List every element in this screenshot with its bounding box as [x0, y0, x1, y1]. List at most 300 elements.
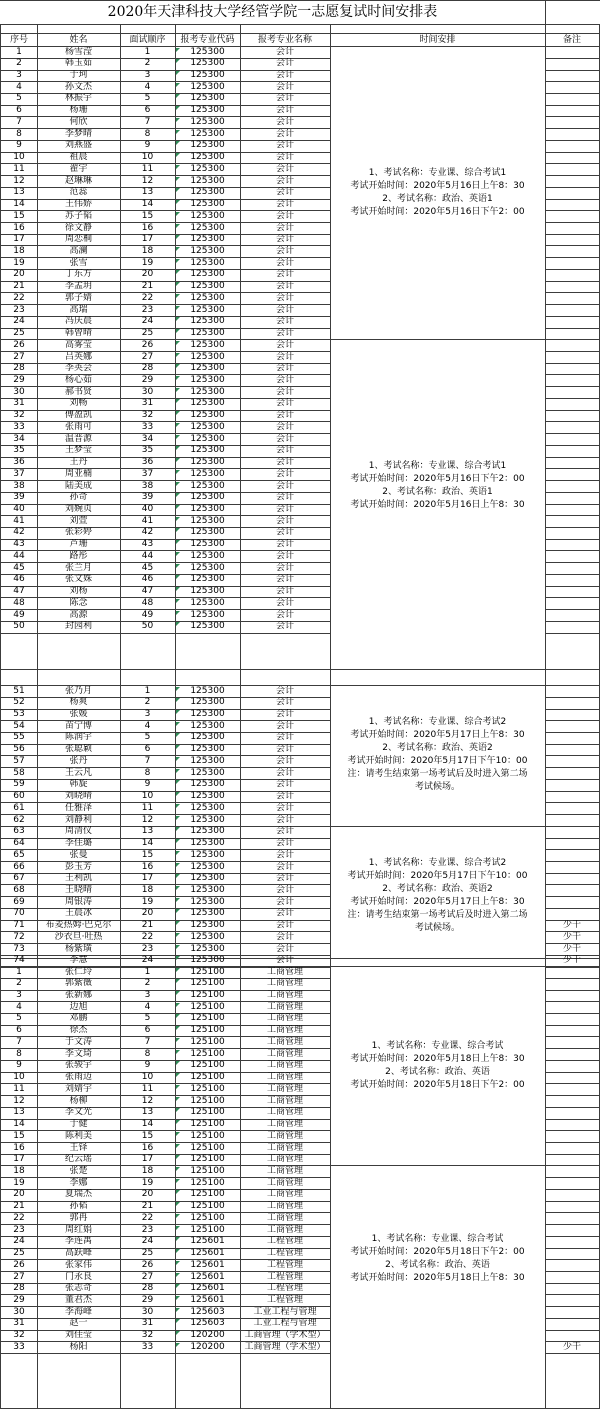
- row-name: 孙韬: [69, 1201, 88, 1212]
- row-major: 会计: [275, 210, 294, 221]
- schedule-line: 注：请考生结束第一场考试后及时进入第二场: [347, 910, 528, 921]
- schedule-line: 1、考试名称：专业课、综合考试1: [368, 167, 507, 178]
- row-note: [545, 1084, 599, 1095]
- row-name: 布麦热姆·巴克尔: [45, 920, 112, 931]
- row-major: 会计: [275, 339, 294, 350]
- row-note: [545, 967, 599, 978]
- header-seq: 序号: [9, 35, 28, 45]
- row-name: 李梦晴: [64, 128, 92, 139]
- row-code: 125300: [175, 70, 240, 81]
- row-order: 6: [144, 105, 151, 116]
- row-note: [545, 410, 599, 421]
- schedule-line: 考试开始时间：2020年5月17日下午10：00: [347, 871, 528, 882]
- row-major: 会计: [275, 187, 294, 198]
- row-major: 会计: [275, 873, 294, 884]
- row-major: 工商管理: [266, 1212, 303, 1223]
- row-name: 张曼: [69, 849, 88, 860]
- row-code: 125300: [175, 117, 240, 128]
- header-order: 面试顺序: [129, 35, 166, 45]
- schedule-line: 考试候场。: [414, 782, 460, 793]
- row-code: 125300: [175, 932, 240, 943]
- row-name: 张仁玲: [64, 966, 92, 977]
- row-order: 30: [141, 1306, 154, 1317]
- row-major: 工商管理: [266, 1154, 303, 1165]
- row-major: 工商管理: [266, 1036, 303, 1047]
- row-name: 张新娜: [64, 990, 92, 1000]
- row-seq: 29: [13, 374, 25, 385]
- row-note: [545, 434, 599, 445]
- row-order: 8: [144, 128, 151, 139]
- row-order: 18: [141, 1165, 154, 1176]
- row-code: 125100: [175, 1189, 240, 1200]
- row-major: 工商管理: [266, 1165, 303, 1176]
- schedule-line: 2、考试名称：政治、英语1: [382, 193, 493, 204]
- row-order: 12: [141, 814, 154, 825]
- row-note: [545, 305, 599, 316]
- row-seq: 61: [13, 802, 25, 813]
- row-code: 125300: [175, 340, 240, 351]
- row-order: 4: [144, 81, 151, 92]
- header-code: 报考专业代码: [180, 35, 235, 45]
- row-major: 会计: [275, 791, 294, 802]
- row-name: 杨爽: [69, 697, 88, 708]
- row-name: 刘静利: [64, 814, 92, 825]
- schedule-block: [331, 1165, 544, 1353]
- row-seq: 12: [13, 1095, 25, 1106]
- row-name: 赵琳琳: [64, 175, 92, 186]
- row-name: 周红娟: [64, 1224, 92, 1235]
- row-code: 125100: [175, 1002, 240, 1013]
- row-note: [545, 1189, 599, 1200]
- row-seq: 27: [13, 351, 25, 362]
- row-order: 28: [141, 1283, 154, 1294]
- row-seq: 37: [13, 468, 25, 479]
- row-code: 125601: [175, 1295, 240, 1306]
- row-major: 会计: [275, 504, 294, 514]
- row-code: 125100: [175, 1107, 240, 1118]
- row-major: 会计: [275, 931, 294, 942]
- header-name: 姓名: [69, 35, 88, 45]
- row-name: 任雅泽: [64, 802, 92, 813]
- row-seq: 60: [13, 791, 25, 802]
- row-major: 会计: [275, 140, 294, 151]
- row-order: 11: [141, 1083, 154, 1094]
- row-seq: 69: [13, 896, 25, 907]
- row-order: 5: [144, 732, 151, 743]
- row-seq: 28: [13, 1283, 25, 1294]
- row-code: 125300: [175, 873, 240, 884]
- row-code: 125300: [175, 598, 240, 609]
- row-seq: 70: [13, 908, 25, 919]
- row-code: 125300: [175, 481, 240, 492]
- row-note: [545, 187, 599, 198]
- row-major: 工商管理（学术型）: [244, 1330, 326, 1341]
- row-code: 125300: [175, 803, 240, 814]
- row-seq: 1: [16, 966, 22, 977]
- row-order: 10: [141, 791, 154, 802]
- row-name: 张雨迈: [64, 1072, 92, 1083]
- row-name: 张丹: [69, 755, 88, 766]
- row-seq: 12: [13, 175, 25, 186]
- row-seq: 10: [13, 1072, 25, 1083]
- row-note: [545, 1107, 599, 1118]
- row-major: 工商管理: [266, 1060, 303, 1071]
- row-order: 33: [141, 1341, 154, 1352]
- row-seq: 2: [16, 978, 22, 989]
- row-code: 125601: [175, 1283, 240, 1294]
- row-major: 会计: [275, 574, 294, 585]
- row-name: 张兰月: [64, 562, 92, 573]
- row-seq: 27: [13, 1271, 25, 1282]
- row-code: 125300: [175, 838, 240, 849]
- row-order: 3: [144, 70, 151, 80]
- row-note: [545, 1248, 599, 1259]
- row-code: 125300: [175, 621, 240, 632]
- row-order: 15: [141, 849, 154, 860]
- row-note: [545, 1272, 599, 1283]
- row-note: [545, 258, 599, 269]
- row-note: [545, 721, 599, 732]
- row-seq: 67: [13, 873, 25, 884]
- row-order: 24: [141, 316, 154, 327]
- row-major: 工程管理: [266, 1236, 303, 1247]
- row-code: 125300: [175, 563, 240, 574]
- row-seq: 72: [13, 931, 25, 942]
- row-code: 125100: [175, 1225, 240, 1236]
- row-name: 高雾莹: [64, 339, 92, 350]
- row-order: 14: [141, 1119, 154, 1129]
- schedule-line: 2、考试名称：政治、英语1: [382, 486, 493, 497]
- row-seq: 71: [13, 920, 25, 931]
- row-order: 49: [141, 609, 154, 620]
- row-order: 15: [141, 1130, 154, 1141]
- row-code: 125300: [175, 316, 240, 327]
- schedule-block: [331, 966, 544, 1165]
- row-seq: 36: [13, 457, 25, 468]
- row-code: 125300: [175, 422, 240, 433]
- row-note: [545, 58, 599, 69]
- row-note: [545, 815, 599, 826]
- row-note: [545, 316, 599, 327]
- row-name: 沙衣旦·吐热: [54, 931, 103, 942]
- row-code: 125100: [175, 1166, 240, 1177]
- row-major: 会计: [275, 767, 294, 778]
- row-major: 会计: [275, 861, 294, 872]
- row-order: 4: [144, 720, 151, 731]
- row-code: 125100: [175, 978, 240, 989]
- row-order: 37: [141, 468, 154, 479]
- row-note: [545, 1318, 599, 1329]
- row-code: 125300: [175, 363, 240, 374]
- row-seq: 18: [13, 245, 25, 256]
- row-name: 李慧: [69, 955, 88, 966]
- row-name: 于珂: [69, 70, 88, 80]
- row-major: 会计: [275, 685, 294, 696]
- row-order: 46: [141, 574, 154, 585]
- row-major: 会计: [275, 105, 294, 116]
- row-major: 工程管理: [266, 1294, 303, 1305]
- row-seq: 11: [13, 163, 25, 174]
- schedule-line: 考试开始时间：2020年5月18日下午2：00: [350, 1079, 525, 1090]
- row-seq: 58: [13, 767, 25, 778]
- row-order: 9: [144, 140, 151, 151]
- row-seq: 33: [13, 1341, 25, 1352]
- row-name: 高源: [69, 609, 88, 620]
- row-major: 会计: [275, 351, 294, 362]
- row-note: [545, 1283, 599, 1294]
- row-note: [545, 269, 599, 280]
- row-note: [545, 152, 599, 163]
- row-name: 周恋桐: [64, 234, 92, 245]
- row-major: 工商管理: [266, 1224, 303, 1235]
- row-name: 边旭: [69, 1001, 88, 1012]
- row-seq: 41: [13, 515, 25, 526]
- row-major: 工商管理: [266, 1130, 303, 1141]
- row-note: [545, 873, 599, 884]
- row-code: 125100: [175, 1084, 240, 1095]
- row-seq: 10: [13, 152, 25, 163]
- row-order: 20: [141, 1189, 154, 1200]
- row-name: 吕英娜: [64, 351, 92, 362]
- row-seq: 40: [13, 504, 25, 514]
- row-name: 张乃月: [64, 685, 92, 696]
- row-code: 125300: [175, 129, 240, 140]
- row-name: 徐文静: [64, 222, 92, 233]
- row-code: 125300: [175, 305, 240, 316]
- schedule-line: 1、考试名称：专业课、综合考试2: [368, 858, 507, 869]
- row-order: 27: [141, 351, 154, 362]
- row-name: 王梦莹: [64, 445, 92, 456]
- row-seq: 24: [13, 316, 25, 327]
- row-name: 张文姝: [64, 574, 92, 585]
- row-major: 工程管理: [266, 1271, 303, 1282]
- row-major: 会计: [275, 421, 294, 432]
- row-seq: 63: [13, 826, 25, 837]
- row-code: 125100: [175, 1119, 240, 1130]
- row-major: 工程管理: [266, 1248, 303, 1258]
- row-name: 陆美成: [64, 480, 92, 491]
- row-major: 工商管理: [266, 1095, 303, 1106]
- row-code: 125601: [175, 1236, 240, 1247]
- row-name: 张聪颖: [64, 744, 92, 755]
- row-code: 125300: [175, 281, 240, 292]
- row-note: [545, 686, 599, 697]
- row-note: [545, 481, 599, 492]
- row-code: 125100: [175, 1049, 240, 1060]
- row-seq: 16: [13, 222, 25, 233]
- row-note: [545, 1307, 599, 1318]
- row-note: 少干: [562, 920, 581, 931]
- row-name: 周亚楠: [64, 468, 92, 479]
- row-name: 陈润宇: [64, 732, 92, 743]
- row-seq: 74: [13, 955, 25, 966]
- row-major: 工商管理: [266, 978, 303, 989]
- row-note: [545, 1037, 599, 1048]
- row-name: 王丹: [69, 457, 88, 468]
- row-major: 会计: [275, 58, 294, 69]
- row-code: 125300: [175, 850, 240, 861]
- row-code: 125300: [175, 82, 240, 93]
- row-seq: 28: [13, 363, 25, 374]
- row-order: 2: [144, 697, 151, 708]
- row-order: 21: [141, 920, 154, 931]
- row-order: 33: [141, 421, 154, 432]
- row-major: 会计: [275, 222, 294, 233]
- row-order: 13: [141, 1107, 154, 1118]
- row-order: 17: [141, 1154, 154, 1165]
- row-order: 23: [141, 1224, 154, 1235]
- row-code: 125300: [175, 504, 240, 515]
- row-note: [545, 1096, 599, 1107]
- row-note: [545, 1154, 599, 1165]
- row-major: 会计: [275, 163, 294, 174]
- row-major: 工商管理: [266, 1048, 303, 1059]
- row-note: 少干: [562, 955, 581, 966]
- row-code: 125300: [175, 721, 240, 732]
- schedule-line: 考试开始时间：2020年5月17日上午8：30: [350, 730, 525, 741]
- schedule-line: 考试开始时间：2020年5月16日上午8：30: [350, 499, 525, 510]
- row-note: [545, 779, 599, 790]
- row-code: 125300: [175, 944, 240, 955]
- row-major: 会计: [275, 527, 294, 538]
- row-order: 16: [141, 1142, 154, 1153]
- row-name: 杨心茹: [64, 374, 92, 385]
- row-order: 22: [141, 1212, 154, 1223]
- row-seq: 53: [13, 709, 25, 719]
- row-order: 8: [144, 1048, 151, 1059]
- row-note: [545, 908, 599, 919]
- row-name: 芦珊: [69, 539, 88, 550]
- row-code: 125300: [175, 223, 240, 234]
- row-seq: 22: [13, 292, 25, 303]
- row-major: 会计: [275, 732, 294, 743]
- row-seq: 48: [13, 597, 25, 608]
- row-code: 125100: [175, 1060, 240, 1071]
- row-code: 125300: [175, 686, 240, 697]
- row-note: [545, 352, 599, 363]
- row-note: [545, 293, 599, 304]
- row-major: 会计: [275, 46, 294, 57]
- row-note: [545, 709, 599, 720]
- row-seq: 66: [13, 861, 25, 872]
- row-seq: 51: [13, 685, 25, 696]
- row-order: 48: [141, 597, 154, 608]
- row-name: 温晋源: [64, 433, 92, 444]
- row-order: 4: [144, 1001, 151, 1012]
- row-code: 125601: [175, 1272, 240, 1283]
- row-order: 22: [141, 931, 154, 942]
- row-code: 125300: [175, 897, 240, 908]
- row-order: 30: [141, 386, 154, 397]
- row-seq: 17: [13, 234, 25, 245]
- schedule-block: [331, 826, 544, 967]
- row-code: 125300: [175, 164, 240, 175]
- row-name: 林振宇: [64, 93, 92, 104]
- row-seq: 6: [16, 105, 22, 116]
- row-major: 会计: [275, 802, 294, 813]
- row-major: 工商管理: [266, 1142, 303, 1153]
- row-code: 125300: [175, 258, 240, 269]
- row-order: 14: [141, 199, 154, 209]
- row-code: 125300: [175, 387, 240, 398]
- row-seq: 38: [13, 480, 25, 491]
- row-order: 13: [141, 826, 154, 837]
- row-seq: 20: [13, 269, 25, 280]
- row-order: 5: [144, 93, 151, 104]
- row-major: 会计: [275, 445, 294, 456]
- row-order: 16: [141, 222, 154, 233]
- row-order: 17: [141, 234, 154, 245]
- row-code: 125603: [175, 1318, 240, 1329]
- row-order: 41: [141, 515, 154, 526]
- row-name: 王铎: [69, 1142, 88, 1153]
- row-name: 苗宁博: [64, 720, 92, 731]
- row-seq: 13: [13, 187, 25, 198]
- row-order: 16: [141, 861, 154, 872]
- row-note: [545, 1178, 599, 1189]
- row-major: 会计: [275, 597, 294, 608]
- row-note: [545, 1143, 599, 1154]
- row-major: 会计: [275, 838, 294, 848]
- row-order: 31: [141, 398, 154, 409]
- row-seq: 18: [13, 1165, 25, 1176]
- row-order: 29: [141, 1294, 154, 1305]
- row-note: [545, 1060, 599, 1071]
- row-order: 18: [141, 245, 154, 256]
- row-seq: 32: [13, 1330, 25, 1341]
- row-order: 7: [144, 116, 151, 127]
- row-major: 工商管理（学术型）: [244, 1341, 326, 1352]
- row-name: 刘婉贞: [64, 504, 92, 514]
- row-code: 125300: [175, 176, 240, 187]
- row-major: 会计: [275, 908, 294, 919]
- row-order: 12: [141, 175, 154, 186]
- row-major: 工程管理: [266, 1259, 303, 1270]
- row-code: 125300: [175, 551, 240, 562]
- row-name: 孙奇: [69, 492, 88, 503]
- row-major: 会计: [275, 234, 294, 245]
- row-name: 王伟娇: [64, 199, 92, 209]
- row-name: 李英会: [64, 363, 92, 374]
- row-order: 8: [144, 767, 151, 778]
- row-note: 少干: [562, 931, 581, 942]
- header-schedule: 时间安排: [419, 35, 456, 45]
- row-name: 苏子韬: [64, 210, 92, 221]
- row-major: 会计: [275, 955, 294, 966]
- row-note: [545, 978, 599, 989]
- row-code: 125300: [175, 586, 240, 597]
- row-code: 125300: [175, 246, 240, 257]
- row-seq: 59: [13, 779, 25, 790]
- row-note: [545, 551, 599, 562]
- row-note: [545, 1201, 599, 1212]
- row-code: 125300: [175, 574, 240, 585]
- row-order: 18: [141, 884, 154, 895]
- row-order: 10: [141, 152, 154, 163]
- row-seq: 35: [13, 445, 25, 456]
- row-note: [545, 93, 599, 104]
- row-seq: 26: [13, 339, 25, 350]
- row-major: 会计: [275, 480, 294, 491]
- row-order: 11: [141, 163, 154, 174]
- row-major: 工业工程与管理: [253, 1306, 317, 1317]
- row-code: 125100: [175, 1013, 240, 1024]
- row-order: 19: [141, 1177, 154, 1188]
- row-code: 125100: [175, 1131, 240, 1142]
- row-note: [545, 47, 599, 58]
- row-name: 张骏宇: [64, 1060, 92, 1071]
- row-name: 张媛: [69, 709, 88, 719]
